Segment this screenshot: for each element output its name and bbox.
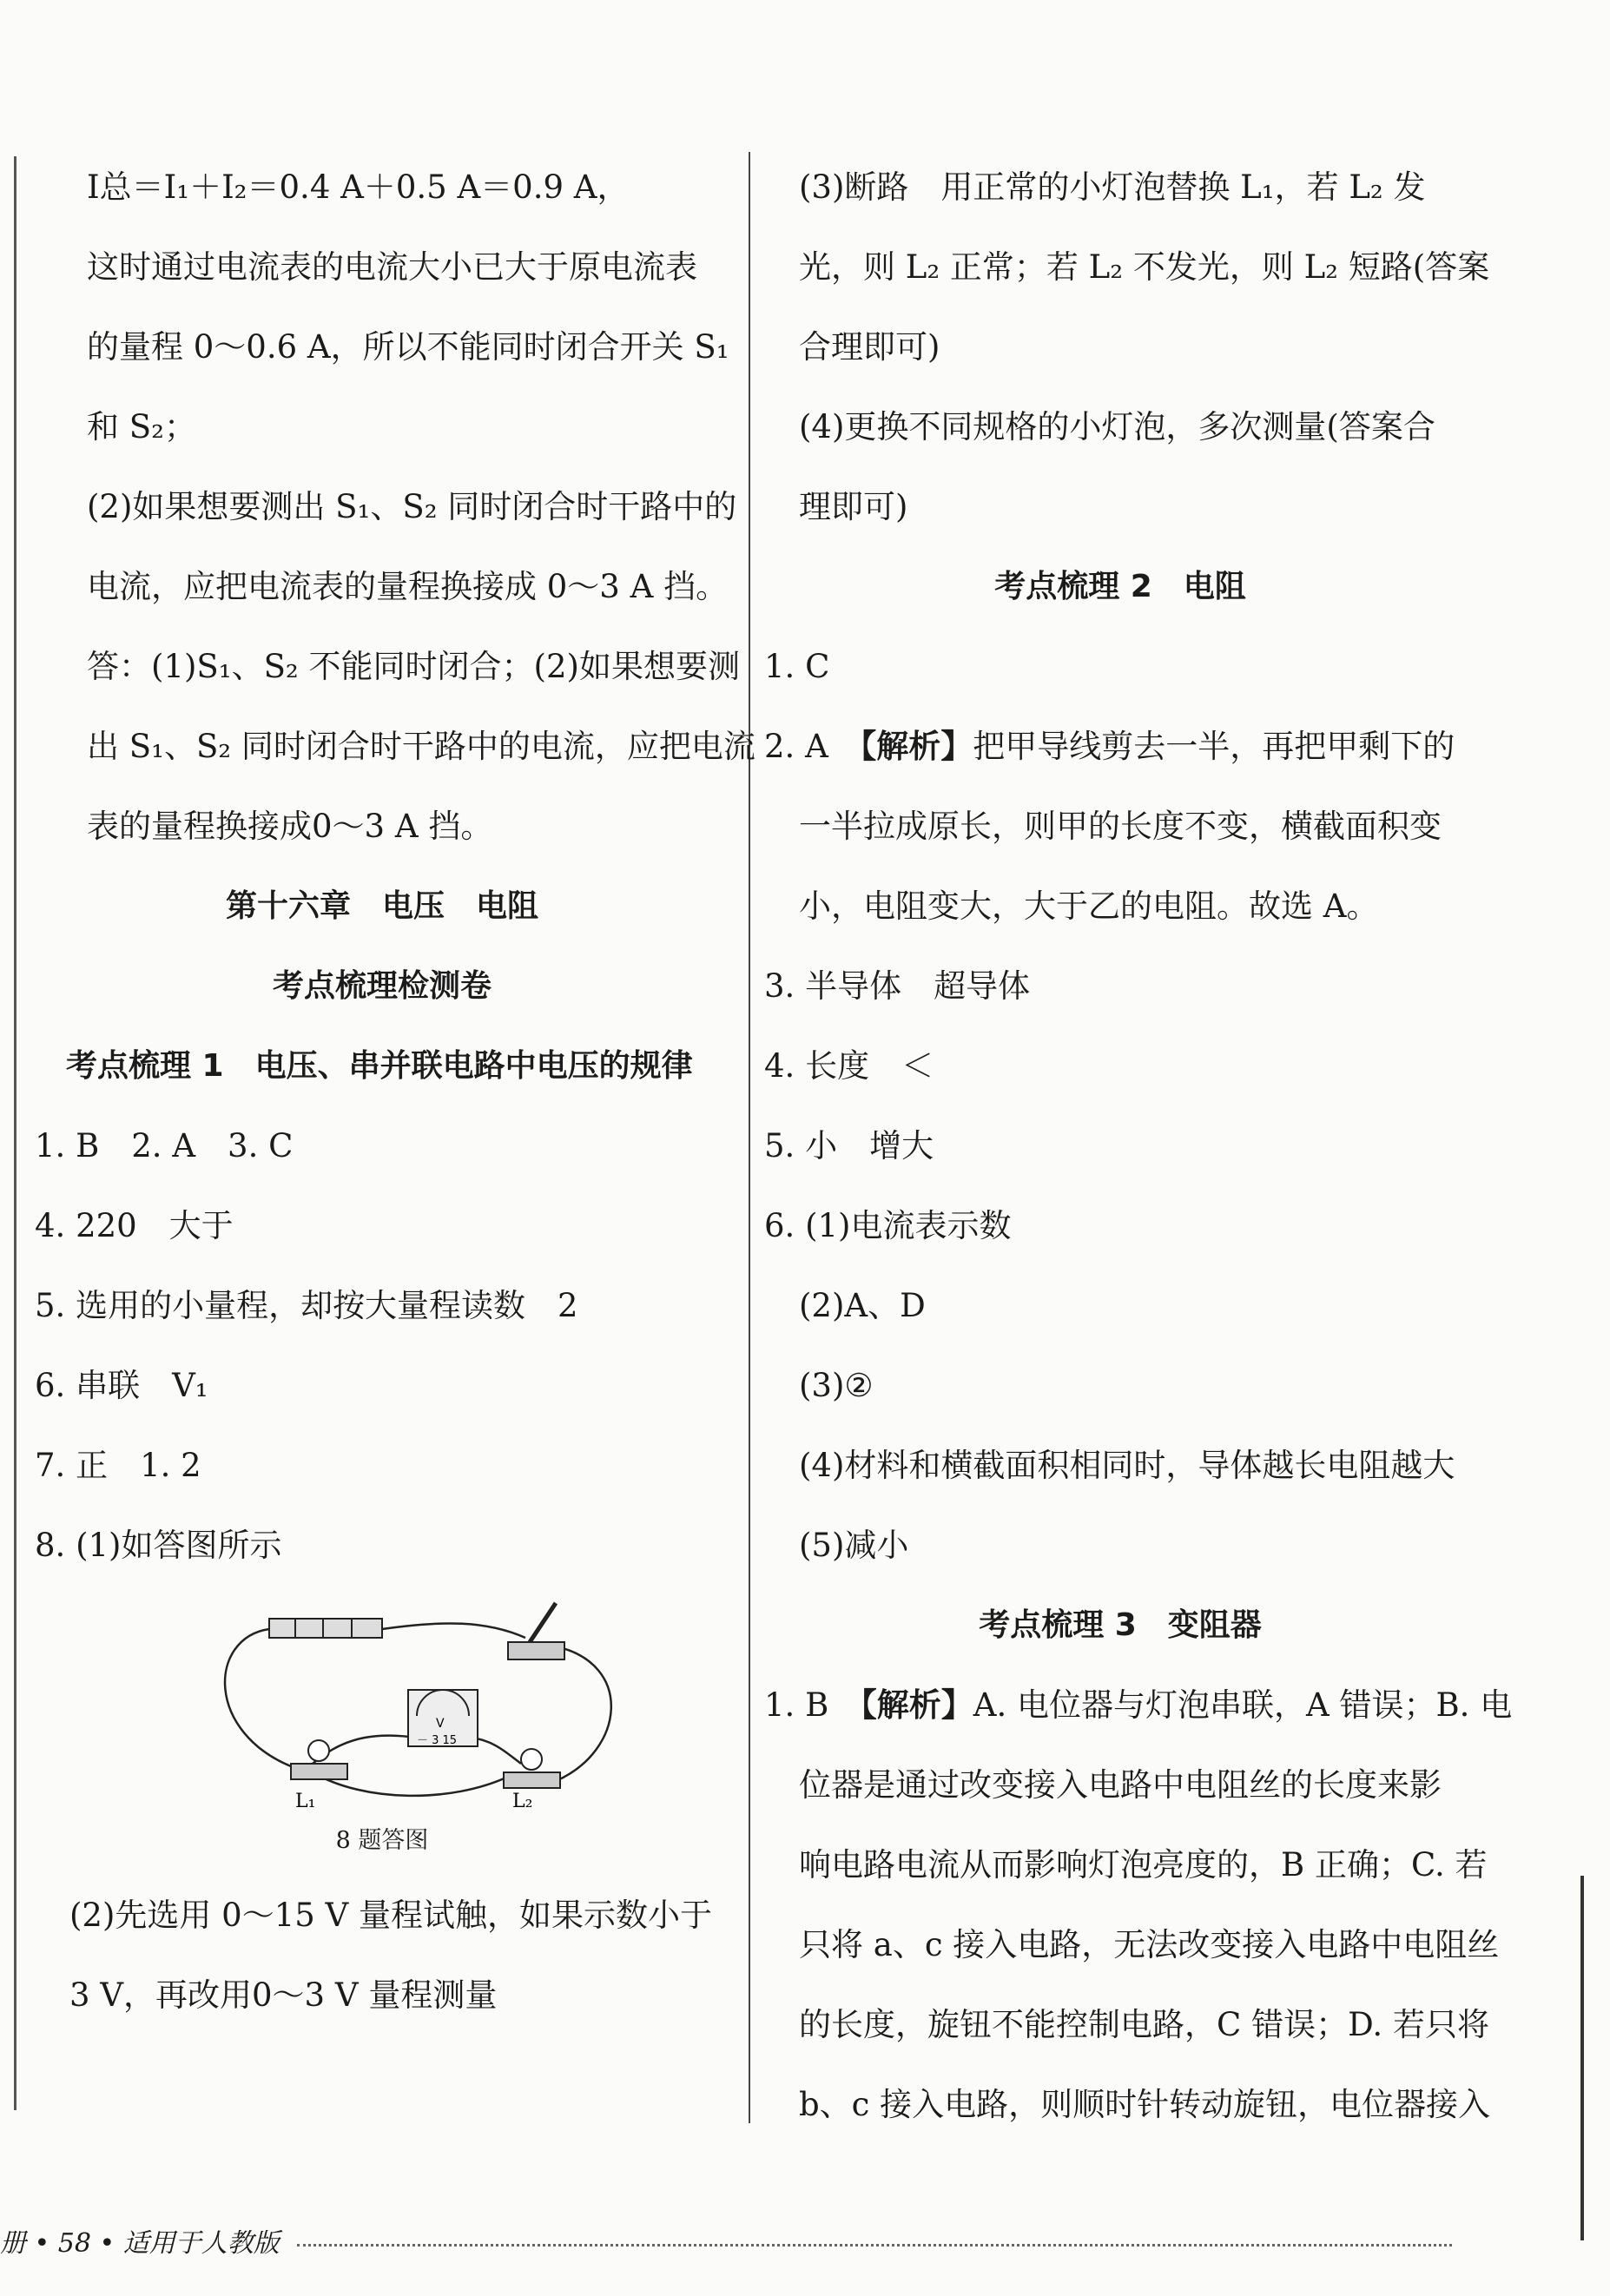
answer-item: 6. 串联 V₁	[35, 1367, 208, 1404]
equation-line: I总＝I₁＋I₂＝0.4 A＋0.5 A＝0.9 A，	[87, 168, 630, 206]
text-line: (4)材料和横截面积相同时，导体越长电阻越大	[799, 1447, 1455, 1484]
text-line: (2)如果想要测出 S₁、S₂ 同时闭合时干路中的	[87, 488, 737, 525]
figure-caption: 8 题答图	[335, 1827, 429, 1854]
wire	[556, 1646, 611, 1781]
answer-item: 3 V，再改用0～3 V 量程测量	[69, 1976, 498, 2014]
text-line: (3)②	[799, 1367, 874, 1404]
text-line: 和 S₂；	[87, 408, 196, 445]
voltmeter-symbol: V	[436, 1717, 445, 1731]
column-divider	[749, 152, 750, 2123]
left-column	[35, 148, 756, 2035]
answer-item: 8. (1)如答图所示	[35, 1527, 282, 1564]
label-l1: L₁	[295, 1791, 316, 1811]
bulb-l2-icon	[504, 1749, 560, 1788]
page-edge-mark	[1580, 1876, 1584, 2240]
answer-item	[764, 707, 1476, 787]
answer-item: (2)先选用 0～15 V 量程试触，如果示数小于	[69, 1897, 713, 1934]
text-line: 响电路电流从而影响灯泡亮度的，B 正确；C. 若	[799, 1846, 1488, 1884]
text-line: (4)更换不同规格的小灯泡，多次测量(答案合	[799, 408, 1435, 445]
analysis-text: A. 电位器与灯泡串联，A 错误；B. 电	[973, 1686, 1513, 1724]
text-line: 只将 a、c 接入电路，无法改变接入电路中电阻丝	[799, 1926, 1500, 1963]
answer-item: 5. 小 增大	[764, 1127, 934, 1164]
text-line: 光，则 L₂ 正常；若 L₂ 不发光，则 L₂ 短路(答案	[799, 248, 1490, 286]
text-line: 一半拉成原长，则甲的长度不变，横截面积变	[799, 808, 1442, 845]
text-line: 的量程 0～0.6 A，所以不能同时闭合开关 S₁	[87, 328, 729, 366]
text-line: 位器是通过改变接入电路中电阻丝的长度来影	[799, 1766, 1442, 1804]
topic-heading-1: 考点梳理 1 电压、串并联电路中电压的规律	[66, 1048, 693, 1084]
footer-text: 册 • 58 • 适用于人教版	[0, 2228, 280, 2259]
text-line: 电流，应把电流表的量程换接成 0～3 A 挡。	[87, 568, 729, 605]
text-line: 小，电阻变大，大于乙的电阻。故选 A。	[799, 887, 1379, 925]
answer-item: 1. C	[764, 648, 830, 685]
voltmeter-icon	[408, 1690, 478, 1747]
wire	[382, 1623, 525, 1638]
answer-number: 2. A	[764, 728, 861, 765]
text-line: (3)断路 用正常的小灯泡替换 L₁，若 L₂ 发	[799, 168, 1426, 206]
footer-dotted-rule	[297, 2244, 1452, 2247]
label-l2: L₂	[512, 1791, 533, 1811]
switch-icon	[508, 1603, 564, 1659]
answer-item: 3. 半导体 超导体	[764, 967, 1031, 1005]
chapter-title: 第十六章 电压 电阻	[225, 888, 538, 924]
answer-item: 5. 选用的小量程，却按大量程读数 2	[35, 1287, 578, 1324]
text-line: 合理即可)	[799, 328, 940, 366]
topic-heading-3: 考点梳理 3 变阻器	[979, 1607, 1262, 1643]
circuit-diagram	[35, 1586, 729, 1811]
right-column	[764, 148, 1513, 2145]
answer-item: 4. 220 大于	[35, 1207, 234, 1244]
analysis-tag: 【解析】	[861, 1686, 973, 1724]
answer-item	[764, 1666, 1513, 1745]
answer-item: 7. 正 1. 2	[35, 1447, 201, 1484]
answer-line: 表的量程换接成0～3 A 挡。	[87, 808, 493, 845]
wire	[225, 1629, 295, 1768]
answer-number: 1. B	[764, 1686, 861, 1724]
section-subtitle: 考点梳理检测卷	[272, 968, 492, 1004]
topic-heading-2: 考点梳理 2 电阻	[994, 569, 1246, 604]
text-line: 的长度，旋钮不能控制电路，C 错误；D. 若只将	[799, 2006, 1489, 2043]
text-line: b、c 接入电路，则顺时针转动旋钮，电位器接入	[799, 2086, 1491, 2123]
text-line: (2)A、D	[799, 1287, 926, 1324]
voltmeter-scale: － 3 15	[417, 1734, 458, 1747]
answer-item: 4. 长度 ＜	[764, 1047, 934, 1085]
analysis-text: 把甲导线剪去一半，再把甲剩下的	[973, 728, 1455, 765]
binding-edge-line	[14, 156, 16, 2110]
analysis-tag: 【解析】	[860, 728, 973, 765]
answer-line: 答：(1)S₁、S₂ 不能同时闭合；(2)如果想要测	[87, 648, 740, 685]
answer-line: 出 S₁、S₂ 同时闭合时干路中的电流，应把电流	[87, 728, 756, 765]
answer-item: 6. (1)电流表示数	[764, 1207, 1012, 1244]
text-line: 理即可)	[799, 488, 908, 525]
answer-item: 1. B 2. A 3. C	[35, 1127, 294, 1164]
battery-pack-icon	[269, 1619, 382, 1638]
text-line: (5)减小	[799, 1527, 909, 1564]
text-line: 这时通过电流表的电流大小已大于原电流表	[87, 248, 697, 286]
page-footer	[0, 2221, 1476, 2260]
